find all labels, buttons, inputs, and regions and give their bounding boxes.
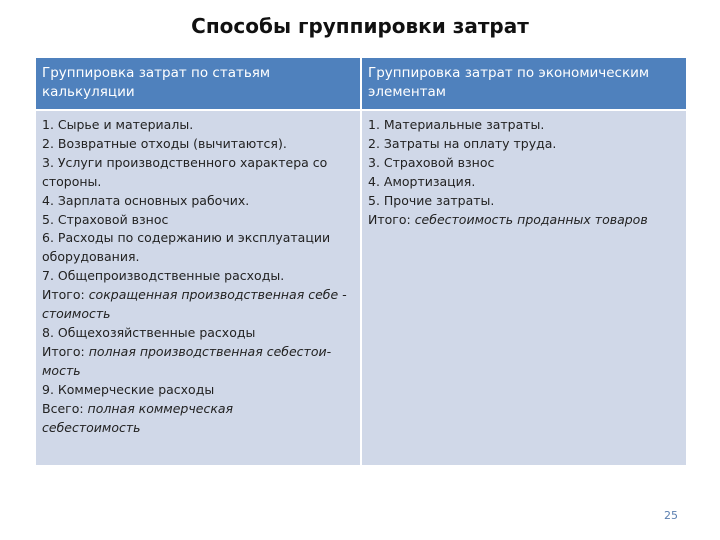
item-emphasis: сокращенная производственная себе -	[88, 287, 347, 303]
item-emphasis: себестоимость проданных товаров	[414, 211, 648, 227]
list-item	[368, 173, 680, 192]
item-text: 1. Сырье и материалы.	[42, 117, 194, 132]
slide-title: Способы группировки затрат	[191, 14, 529, 38]
item-text: 5. Страховой взнос	[42, 211, 169, 227]
list-item	[42, 381, 354, 400]
list-item	[42, 154, 354, 192]
list-item	[42, 267, 354, 286]
economic-elements-list	[362, 111, 686, 465]
item-text: 3. Услуги производственного характера со стороны.	[42, 154, 328, 189]
item-prefix: Итого:	[368, 211, 415, 227]
list-item	[42, 211, 354, 230]
list-item	[42, 229, 354, 267]
item-text: 3. Страховой взнос	[368, 154, 495, 170]
list-item	[368, 135, 680, 154]
list-item	[42, 400, 354, 419]
header-cost-items: Группировка затрат по статьям калькуляции	[36, 58, 360, 109]
list-item	[42, 343, 354, 362]
page-number: 25	[664, 509, 678, 522]
list-item	[42, 116, 354, 135]
header-economic-elements: Группировка затрат по экономическим элементам	[362, 58, 686, 109]
item-text: 6. Расходы по содержанию и эксплуатации оборудования.	[42, 230, 331, 265]
list-item	[42, 192, 354, 211]
item-emphasis: полная производственная себестои-	[88, 343, 332, 359]
list-item	[42, 305, 354, 324]
item-text: 2. Возвратные отходы (вычитаются).	[42, 135, 287, 151]
item-prefix: Всего:	[42, 400, 88, 416]
item-emphasis: себестоимость	[42, 419, 141, 435]
item-text: 5. Прочие затраты.	[368, 192, 495, 208]
cost-items-list	[36, 111, 360, 465]
item-emphasis: стоимость	[42, 306, 111, 322]
list-item	[368, 211, 680, 230]
item-text: 2. Затраты на оплату труда.	[368, 135, 557, 151]
list-item	[368, 154, 680, 173]
item-text: 8. Общехозяйственные расходы	[42, 324, 256, 340]
list-item	[42, 362, 354, 381]
item-text: 4. Зарплата основных рабочих.	[42, 192, 250, 208]
list-item	[42, 135, 354, 154]
item-prefix: Итого:	[42, 343, 89, 359]
list-item	[368, 116, 680, 135]
item-text: 9. Коммерческие расходы	[42, 381, 215, 397]
item-prefix: Итого:	[42, 287, 89, 303]
item-text: 1. Материальные затраты.	[368, 117, 545, 132]
list-item	[368, 192, 680, 211]
item-text: 4. Амортизация.	[368, 173, 476, 189]
item-emphasis: мость	[42, 362, 81, 378]
item-text: 7. Общепроизводственные расходы.	[42, 268, 285, 284]
item-emphasis: полная коммерческая	[87, 400, 234, 416]
list-item	[42, 419, 354, 438]
list-item	[42, 324, 354, 343]
cost-grouping-table	[36, 58, 686, 465]
list-item	[42, 286, 354, 305]
